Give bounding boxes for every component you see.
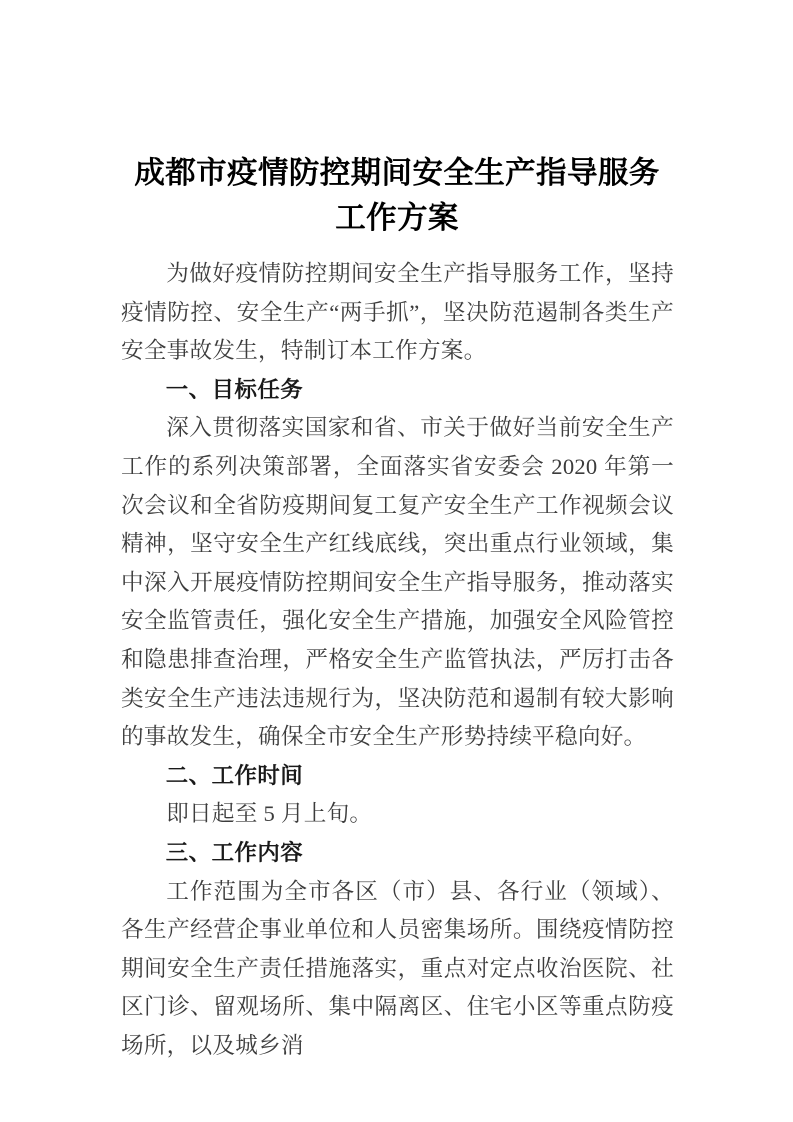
section-heading-1: 一、目标任务 — [165, 376, 304, 402]
section-3-paragraph: 工作范围为全市各区（市）县、各行业（领域）、各生产经营企事业单位和人员密集场所。围绕疫情防控期间安全生产责任措施落实，重点对定点收治医院、社区门诊、留观场所、集中隔离区、住宅小区等重点防疫场所，以及城乡消 — [121, 878, 674, 1058]
section-heading-3: 三、工作内容 — [165, 839, 304, 865]
section-2-paragraph: 即日起至 5 月上旬。 — [166, 801, 373, 827]
section-1-paragraph: 深入贯彻落实国家和省、市关于做好当前安全生产工作的系列决策部署，全面落实省安委会 2020 年第一次会议和全省防疫期间复工复产安全生产工作视频会议精神，坚守安全生产红线底线，突出重点行业领域，集中深入开展疫情防控期间安全生产指导服务，推动落实安全监管责任，强化安全生产措施，加强安全风险管控和隐患排查治理，严格安全生产监管执法，严厉打击各类安全生产违法违规行为，坚决防范和遏制有较大影响的事故发生，确保全市安全生产形势持续平稳向好。 — [121, 415, 674, 750]
page-title: 成都市疫情防控期间安全生产指导服务工作方案 — [134, 156, 660, 236]
section-heading-2: 二、工作时间 — [165, 762, 304, 788]
intro-paragraph: 为做好疫情防控期间安全生产指导服务工作，坚持疫情防控、安全生产“两手抓”，坚决防范遏制各类生产安全事故发生，特制订本工作方案。 — [121, 261, 674, 364]
document-body — [121, 255, 674, 1065]
